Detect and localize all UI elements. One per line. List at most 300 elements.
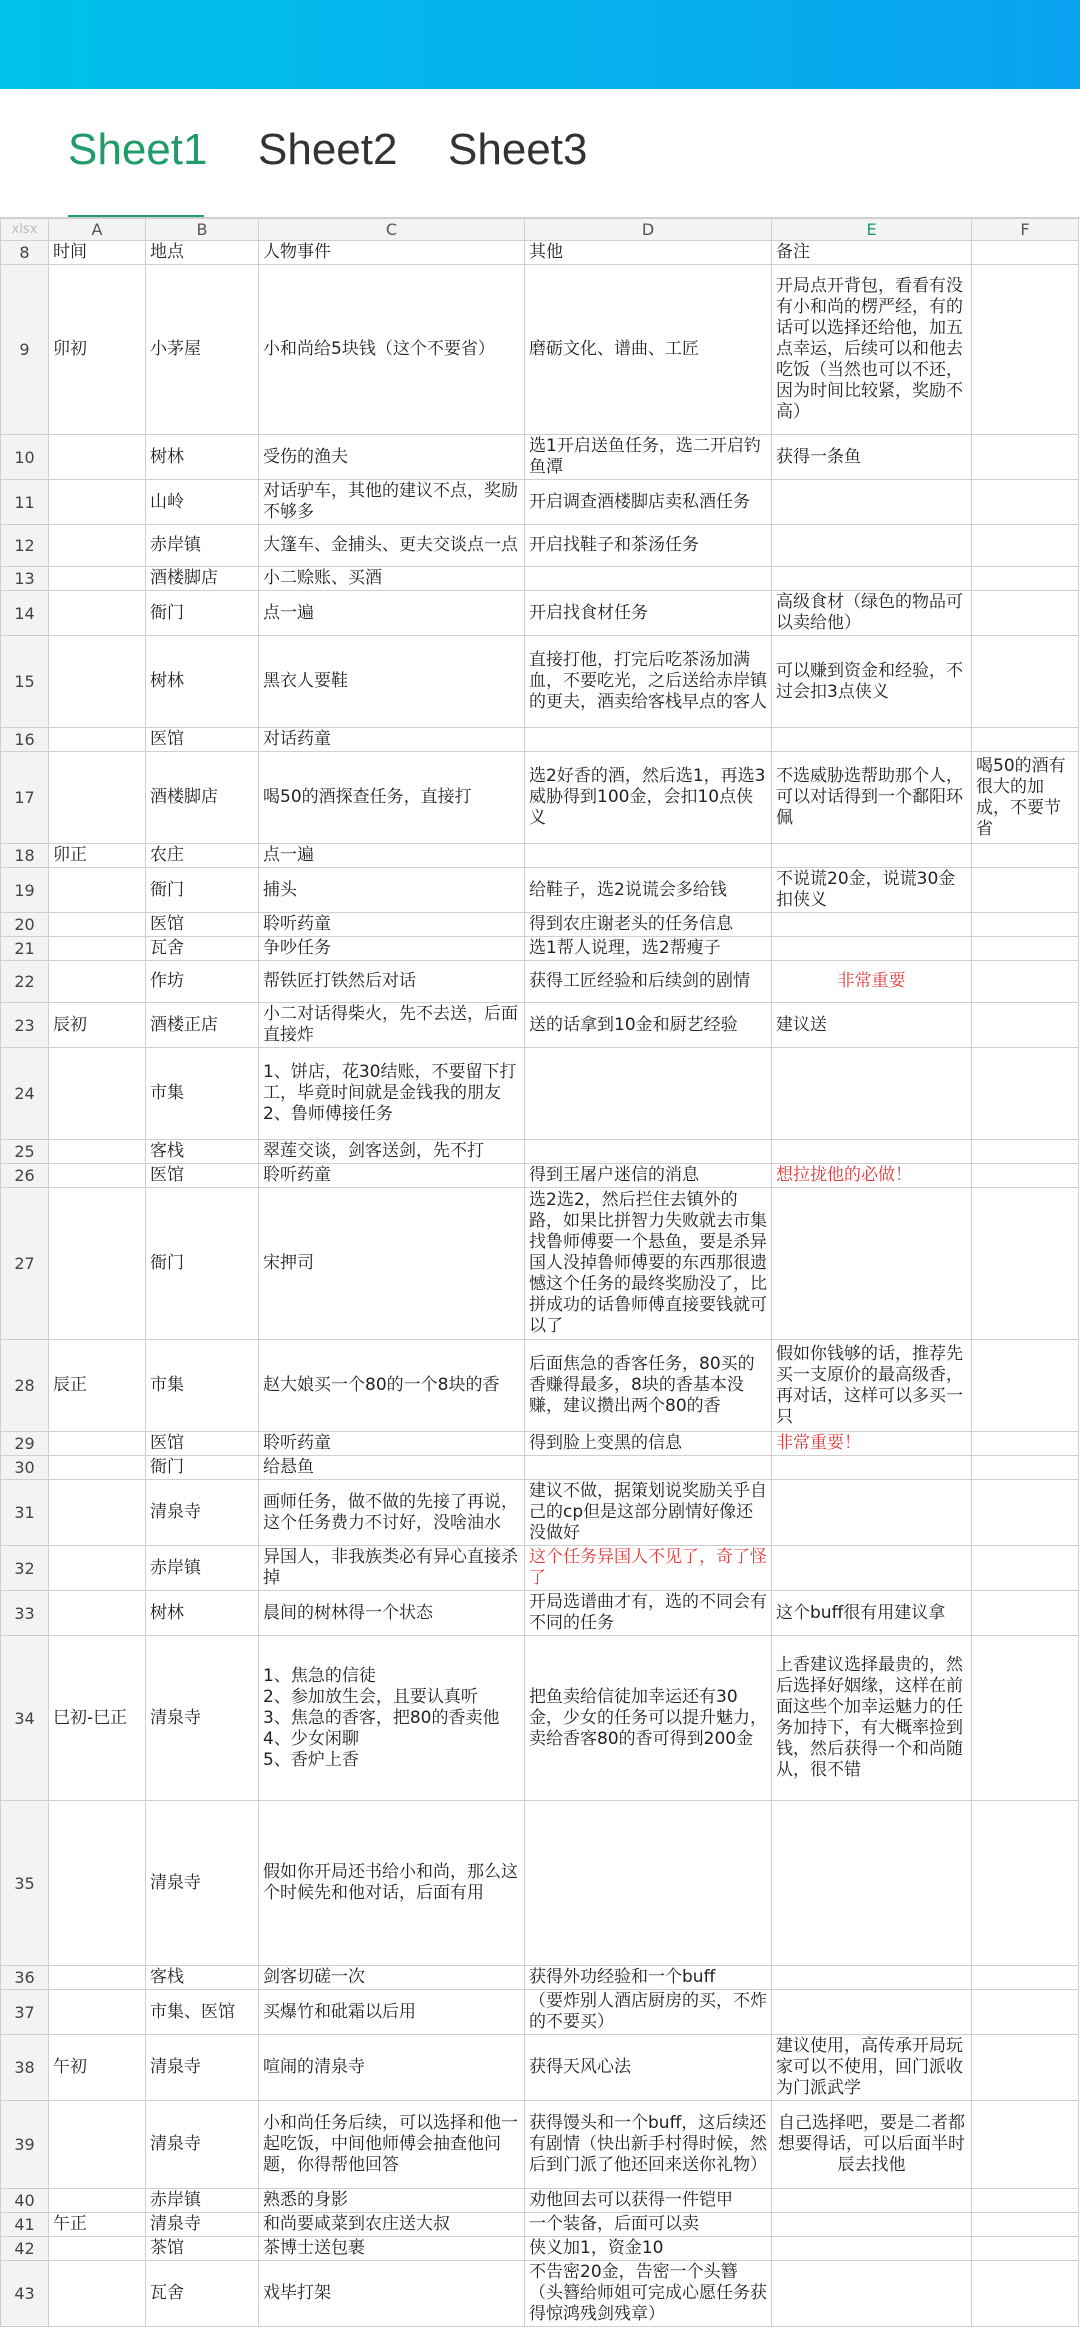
cell-c[interactable]: 小二对话得柴火，先不去送，后面直接炸 bbox=[259, 1003, 525, 1048]
cell-c[interactable]: 帮铁匠打铁然后对话 bbox=[259, 961, 525, 1003]
row-number[interactable]: 32 bbox=[1, 1546, 49, 1591]
cell-e[interactable] bbox=[772, 480, 972, 525]
cell-d[interactable] bbox=[525, 844, 772, 868]
cell-a[interactable] bbox=[49, 913, 146, 937]
cell-d[interactable]: 获得馒头和一个buff，这后续还有剧情（快出新手村得时候，然后到门派了他还回来送你礼物） bbox=[525, 2101, 772, 2189]
row-number[interactable]: 20 bbox=[1, 913, 49, 937]
cell-a[interactable] bbox=[49, 1801, 146, 1966]
cell-b[interactable]: 清泉寺 bbox=[146, 2101, 259, 2189]
cell-a[interactable] bbox=[49, 2189, 146, 2213]
cell-d[interactable]: 得到脸上变黑的信息 bbox=[525, 1432, 772, 1456]
cell-a[interactable] bbox=[49, 937, 146, 961]
cell-c[interactable]: 喝50的酒探查任务，直接打 bbox=[259, 752, 525, 844]
cell-a[interactable]: 时间 bbox=[49, 241, 146, 265]
cell-b[interactable]: 茶馆 bbox=[146, 2237, 259, 2261]
table-row bbox=[1, 1456, 1079, 1480]
cell-f[interactable] bbox=[972, 480, 1079, 525]
cell-c[interactable]: 点一遍 bbox=[259, 844, 525, 868]
table-row bbox=[1, 1636, 1079, 1801]
table-row bbox=[1, 1480, 1079, 1546]
row-number[interactable]: 12 bbox=[1, 525, 49, 567]
cell-b[interactable]: 赤岸镇 bbox=[146, 525, 259, 567]
cell-a[interactable] bbox=[49, 1480, 146, 1546]
cell-d[interactable]: 其他 bbox=[525, 241, 772, 265]
cell-e[interactable] bbox=[772, 1188, 972, 1340]
row-number[interactable]: 11 bbox=[1, 480, 49, 525]
cell-a[interactable] bbox=[49, 1591, 146, 1636]
cell-f[interactable] bbox=[972, 1591, 1079, 1636]
cell-e[interactable]: 获得一条鱼 bbox=[772, 435, 972, 480]
cell-b[interactable]: 树林 bbox=[146, 636, 259, 728]
cell-f[interactable] bbox=[972, 1340, 1079, 1432]
table-row bbox=[1, 1432, 1079, 1456]
cell-c[interactable]: 受伤的渔夫 bbox=[259, 435, 525, 480]
cell-c[interactable]: 对话驴车，其他的建议不点，奖励不够多 bbox=[259, 480, 525, 525]
cell-c[interactable]: 1、焦急的信徒 2、参加放生会，且要认真听 3、焦急的香客，把80的香卖他 4、少女闲聊 5、香炉上香 bbox=[259, 1636, 525, 1801]
sheet-tabs bbox=[0, 89, 1080, 217]
cell-d[interactable] bbox=[525, 1801, 772, 1966]
row-number[interactable]: 34 bbox=[1, 1636, 49, 1801]
row-number[interactable]: 30 bbox=[1, 1456, 49, 1480]
cell-f[interactable] bbox=[972, 2261, 1079, 2327]
row-number[interactable]: 8 bbox=[1, 241, 49, 265]
cell-a[interactable] bbox=[49, 2261, 146, 2327]
cell-c[interactable]: 对话药童 bbox=[259, 728, 525, 752]
cell-f[interactable] bbox=[972, 567, 1079, 591]
column-header-d[interactable]: D bbox=[525, 219, 772, 241]
cell-b[interactable]: 衙门 bbox=[146, 591, 259, 636]
cell-b[interactable]: 清泉寺 bbox=[146, 1801, 259, 1966]
cell-b[interactable]: 山岭 bbox=[146, 480, 259, 525]
cell-e[interactable]: 不选威胁选帮助那个人，可以对话得到一个鄱阳环佩 bbox=[772, 752, 972, 844]
cell-a[interactable]: 卯正 bbox=[49, 844, 146, 868]
cell-b[interactable]: 清泉寺 bbox=[146, 2035, 259, 2101]
cell-f[interactable] bbox=[972, 435, 1079, 480]
cell-b[interactable]: 酒楼正店 bbox=[146, 1003, 259, 1048]
table-row bbox=[1, 1048, 1079, 1140]
cell-f[interactable] bbox=[972, 868, 1079, 913]
cell-c[interactable]: 翠莲交谈，剑客送剑，先不打 bbox=[259, 1140, 525, 1164]
cell-a[interactable]: 辰正 bbox=[49, 1340, 146, 1432]
cell-b[interactable]: 医馆 bbox=[146, 913, 259, 937]
cell-e[interactable] bbox=[772, 1480, 972, 1546]
cell-b[interactable]: 瓦舍 bbox=[146, 937, 259, 961]
cell-e[interactable]: 建议使用，高传承开局玩家可以不使用，回门派收为门派武学 bbox=[772, 2035, 972, 2101]
cell-d[interactable] bbox=[525, 567, 772, 591]
row-number[interactable]: 39 bbox=[1, 2101, 49, 2189]
row-number[interactable]: 43 bbox=[1, 2261, 49, 2327]
cell-e[interactable]: 建议送 bbox=[772, 1003, 972, 1048]
table-row bbox=[1, 1801, 1079, 1966]
row-number[interactable]: 41 bbox=[1, 2213, 49, 2237]
row-number[interactable]: 40 bbox=[1, 2189, 49, 2213]
table-row bbox=[1, 937, 1079, 961]
row-number[interactable]: 17 bbox=[1, 752, 49, 844]
cell-c[interactable]: 人物事件 bbox=[259, 241, 525, 265]
table-row bbox=[1, 1164, 1079, 1188]
cell-a[interactable] bbox=[49, 567, 146, 591]
table-row bbox=[1, 636, 1079, 728]
cell-b[interactable]: 树林 bbox=[146, 435, 259, 480]
row-number[interactable]: 37 bbox=[1, 1990, 49, 2035]
cell-b[interactable]: 清泉寺 bbox=[146, 1480, 259, 1546]
cell-f[interactable] bbox=[972, 1801, 1079, 1966]
cell-c[interactable]: 小二赊账、买酒 bbox=[259, 567, 525, 591]
cell-d[interactable]: 开局选谱曲才有，选的不同会有不同的任务 bbox=[525, 1591, 772, 1636]
cell-d[interactable]: 侠义加1，资金10 bbox=[525, 2237, 772, 2261]
row-number[interactable]: 38 bbox=[1, 2035, 49, 2101]
cell-d[interactable]: 把鱼卖给信徒加幸运还有30金，少女的任务可以提升魅力，卖给香客80的香可得到200金 bbox=[525, 1636, 772, 1801]
column-header-c[interactable]: C bbox=[259, 219, 525, 241]
row-number[interactable]: 31 bbox=[1, 1480, 49, 1546]
cell-c[interactable]: 画师任务，做不做的先接了再说，这个任务费力不讨好，没啥油水 bbox=[259, 1480, 525, 1546]
table-row bbox=[1, 913, 1079, 937]
cell-f[interactable] bbox=[972, 728, 1079, 752]
cell-f[interactable] bbox=[972, 241, 1079, 265]
cell-a[interactable]: 辰初 bbox=[49, 1003, 146, 1048]
cell-b[interactable]: 瓦舍 bbox=[146, 2261, 259, 2327]
cell-d[interactable]: 磨砺文化、谱曲、工匠 bbox=[525, 265, 772, 435]
cell-e[interactable]: 高级食材（绿色的物品可以卖给他） bbox=[772, 591, 972, 636]
cell-a[interactable]: 午正 bbox=[49, 2213, 146, 2237]
cell-f[interactable] bbox=[972, 1546, 1079, 1591]
cell-d[interactable]: 选1帮人说理，选2帮瘦子 bbox=[525, 937, 772, 961]
row-number[interactable]: 15 bbox=[1, 636, 49, 728]
cell-b[interactable]: 衙门 bbox=[146, 1188, 259, 1340]
table-row bbox=[1, 1990, 1079, 2035]
row-number[interactable]: 21 bbox=[1, 937, 49, 961]
cell-e[interactable]: 非常重要 bbox=[772, 961, 972, 1003]
cell-d[interactable]: 直接打他，打完后吃茶汤加满血，不要吃光，之后送给赤岸镇的更夫，酒卖给客栈早点的客人 bbox=[525, 636, 772, 728]
cell-b[interactable]: 农庄 bbox=[146, 844, 259, 868]
cell-e[interactable] bbox=[772, 1140, 972, 1164]
cell-d[interactable]: 得到农庄谢老头的任务信息 bbox=[525, 913, 772, 937]
cell-a[interactable] bbox=[49, 728, 146, 752]
cell-f[interactable] bbox=[972, 1003, 1079, 1048]
cell-e[interactable]: 备注 bbox=[772, 241, 972, 265]
cell-f[interactable] bbox=[972, 2189, 1079, 2213]
cell-c[interactable]: 聆听药童 bbox=[259, 913, 525, 937]
cell-c[interactable]: 聆听药童 bbox=[259, 1432, 525, 1456]
cell-b[interactable]: 作坊 bbox=[146, 961, 259, 1003]
cell-e[interactable]: 自己选择吧，要是二者都想要得话，可以后面半时辰去找他 bbox=[772, 2101, 972, 2189]
cell-a[interactable] bbox=[49, 435, 146, 480]
cell-d[interactable] bbox=[525, 1140, 772, 1164]
cell-e[interactable] bbox=[772, 913, 972, 937]
row-number[interactable]: 27 bbox=[1, 1188, 49, 1340]
cell-c[interactable]: 点一遍 bbox=[259, 591, 525, 636]
cell-f[interactable] bbox=[972, 1456, 1079, 1480]
cell-e[interactable] bbox=[772, 1546, 972, 1591]
cell-e[interactable]: 假如你钱够的话，推荐先买一支原价的最高级香，再对话，这样可以多买一只 bbox=[772, 1340, 972, 1432]
table-row bbox=[1, 752, 1079, 844]
cell-e[interactable]: 这个buff很有用建议拿 bbox=[772, 1591, 972, 1636]
cell-e[interactable]: 想拉拢他的必做！ bbox=[772, 1164, 972, 1188]
cell-d[interactable] bbox=[525, 728, 772, 752]
sheet-rows bbox=[1, 241, 1079, 2327]
row-number[interactable]: 22 bbox=[1, 961, 49, 1003]
cell-b[interactable]: 市集 bbox=[146, 1048, 259, 1140]
cell-d[interactable]: 选2好香的酒，然后选1，再选3威胁得到100金，会扣10点侠义 bbox=[525, 752, 772, 844]
cell-c[interactable]: 戏毕打架 bbox=[259, 2261, 525, 2327]
row-number[interactable]: 14 bbox=[1, 591, 49, 636]
cell-b[interactable]: 医馆 bbox=[146, 1164, 259, 1188]
table-row bbox=[1, 241, 1079, 265]
table-row bbox=[1, 265, 1079, 435]
table-row bbox=[1, 961, 1079, 1003]
table-row bbox=[1, 567, 1079, 591]
table-row bbox=[1, 2035, 1079, 2101]
column-header-a[interactable]: A bbox=[49, 219, 146, 241]
cell-e[interactable] bbox=[772, 1801, 972, 1966]
cell-e[interactable] bbox=[772, 1966, 972, 1990]
cell-f[interactable] bbox=[972, 2035, 1079, 2101]
cell-a[interactable] bbox=[49, 752, 146, 844]
cell-a[interactable]: 巳初-巳正 bbox=[49, 1636, 146, 1801]
table-row bbox=[1, 2213, 1079, 2237]
cell-c[interactable]: 给悬鱼 bbox=[259, 1456, 525, 1480]
cell-e[interactable] bbox=[772, 937, 972, 961]
cell-b[interactable]: 酒楼脚店 bbox=[146, 567, 259, 591]
cell-b[interactable]: 酒楼脚店 bbox=[146, 752, 259, 844]
cell-d[interactable]: 开启找食材任务 bbox=[525, 591, 772, 636]
cell-e[interactable] bbox=[772, 2237, 972, 2261]
column-header-b[interactable]: B bbox=[146, 219, 259, 241]
cell-c[interactable]: 晨间的树林得一个状态 bbox=[259, 1591, 525, 1636]
cell-b[interactable]: 客栈 bbox=[146, 1140, 259, 1164]
cell-c[interactable]: 小和尚给5块钱（这个不要省） bbox=[259, 265, 525, 435]
cell-b[interactable]: 树林 bbox=[146, 1591, 259, 1636]
row-number[interactable]: 26 bbox=[1, 1164, 49, 1188]
cell-b[interactable]: 医馆 bbox=[146, 728, 259, 752]
table-row bbox=[1, 1546, 1079, 1591]
cell-e[interactable]: 开局点开背包，看看有没有小和尚的楞严经，有的话可以选择还给他，加五点幸运，后续可以和他去吃饭（当然也可以不还，因为时间比较紧，奖励不高） bbox=[772, 265, 972, 435]
cell-a[interactable] bbox=[49, 636, 146, 728]
table-row bbox=[1, 2189, 1079, 2213]
table-row bbox=[1, 591, 1079, 636]
cell-c[interactable]: 剑客切磋一次 bbox=[259, 1966, 525, 1990]
sheet-table bbox=[0, 218, 1079, 2327]
row-number[interactable]: 25 bbox=[1, 1140, 49, 1164]
cell-b[interactable]: 市集 bbox=[146, 1340, 259, 1432]
cell-a[interactable] bbox=[49, 1048, 146, 1140]
cell-a[interactable] bbox=[49, 591, 146, 636]
cell-e[interactable] bbox=[772, 2189, 972, 2213]
row-number[interactable]: 28 bbox=[1, 1340, 49, 1432]
cell-c[interactable]: 聆听药童 bbox=[259, 1164, 525, 1188]
cell-d[interactable]: 选2选2，然后拦住去镇外的路，如果比拼智力失败就去市集找鲁师傅要一个悬鱼，要是杀异国人没掉鲁师傅要的东西那很遗憾这个任务的最终奖励没了，比拼成功的话鲁师傅直接要钱就可以了 bbox=[525, 1188, 772, 1340]
table-row bbox=[1, 2237, 1079, 2261]
cell-e[interactable]: 非常重要！ bbox=[772, 1432, 972, 1456]
cell-c[interactable]: 熟悉的身影 bbox=[259, 2189, 525, 2213]
table-row bbox=[1, 480, 1079, 525]
cell-b[interactable]: 医馆 bbox=[146, 1432, 259, 1456]
cell-c[interactable]: 捕头 bbox=[259, 868, 525, 913]
cell-f[interactable] bbox=[972, 1480, 1079, 1546]
table-row bbox=[1, 728, 1079, 752]
cell-d[interactable]: 劝他回去可以获得一件铠甲 bbox=[525, 2189, 772, 2213]
cell-e[interactable]: 上香建议选择最贵的，然后选择好姻缘，这样在前面这些个加幸运魅力的任务加持下，有大概率捡到钱，然后获得一个和尚随从，很不错 bbox=[772, 1636, 972, 1801]
cell-b[interactable]: 客栈 bbox=[146, 1966, 259, 1990]
cell-f[interactable] bbox=[972, 913, 1079, 937]
cell-a[interactable] bbox=[49, 1140, 146, 1164]
cell-e[interactable] bbox=[772, 1456, 972, 1480]
column-header-f[interactable]: F bbox=[972, 219, 1079, 241]
cell-d[interactable]: 开启找鞋子和茶汤任务 bbox=[525, 525, 772, 567]
cell-c[interactable]: 宋押司 bbox=[259, 1188, 525, 1340]
cell-f[interactable] bbox=[972, 1990, 1079, 2035]
cell-a[interactable] bbox=[49, 868, 146, 913]
cell-d[interactable] bbox=[525, 1048, 772, 1140]
cell-d[interactable]: 获得外功经验和一个buff bbox=[525, 1966, 772, 1990]
cell-e[interactable] bbox=[772, 567, 972, 591]
cell-b[interactable]: 地点 bbox=[146, 241, 259, 265]
row-number[interactable]: 33 bbox=[1, 1591, 49, 1636]
cell-f[interactable] bbox=[972, 1432, 1079, 1456]
row-number[interactable]: 35 bbox=[1, 1801, 49, 1966]
table-row bbox=[1, 525, 1079, 567]
cell-c[interactable]: 买爆竹和砒霜以后用 bbox=[259, 1990, 525, 2035]
cell-c[interactable]: 茶博士送包裹 bbox=[259, 2237, 525, 2261]
cell-b[interactable]: 市集、医馆 bbox=[146, 1990, 259, 2035]
cell-a[interactable]: 卯初 bbox=[49, 265, 146, 435]
row-number[interactable]: 9 bbox=[1, 265, 49, 435]
row-number[interactable]: 19 bbox=[1, 868, 49, 913]
table-row bbox=[1, 1591, 1079, 1636]
cell-e[interactable]: 可以赚到资金和经验，不过会扣3点侠义 bbox=[772, 636, 972, 728]
cell-e[interactable] bbox=[772, 1048, 972, 1140]
cell-b[interactable]: 赤岸镇 bbox=[146, 1546, 259, 1591]
table-row bbox=[1, 844, 1079, 868]
cell-d[interactable]: 这个任务异国人不见了，奇了怪了 bbox=[525, 1546, 772, 1591]
spreadsheet-grid[interactable] bbox=[0, 217, 1080, 2324]
cell-b[interactable]: 衙门 bbox=[146, 1456, 259, 1480]
tab-sheet3[interactable]: Sheet3 bbox=[448, 125, 588, 174]
cell-b[interactable]: 赤岸镇 bbox=[146, 2189, 259, 2213]
cell-a[interactable] bbox=[49, 2237, 146, 2261]
cell-d[interactable]: 获得工匠经验和后续剑的剧情 bbox=[525, 961, 772, 1003]
cell-c[interactable]: 黑衣人要鞋 bbox=[259, 636, 525, 728]
cell-d[interactable]: 后面焦急的香客任务，80买的香赚得最多，8块的香基本没赚，建议攒出两个80的香 bbox=[525, 1340, 772, 1432]
row-number[interactable]: 18 bbox=[1, 844, 49, 868]
cell-e[interactable] bbox=[772, 1990, 972, 2035]
cell-d[interactable]: 得到王屠户迷信的消息 bbox=[525, 1164, 772, 1188]
cell-d[interactable]: 不告密20金，告密一个头簪（头簪给师姐可完成心愿任务获得惊鸿残剑残章） bbox=[525, 2261, 772, 2327]
cell-a[interactable] bbox=[49, 1188, 146, 1340]
cell-a[interactable] bbox=[49, 525, 146, 567]
cell-c[interactable]: 假如你开局还书给小和尚，那么这个时候先和他对话，后面有用 bbox=[259, 1801, 525, 1966]
cell-b[interactable]: 清泉寺 bbox=[146, 2213, 259, 2237]
cell-d[interactable]: 给鞋子，选2说谎会多给钱 bbox=[525, 868, 772, 913]
cell-d[interactable]: 开启调查酒楼脚店卖私酒任务 bbox=[525, 480, 772, 525]
tab-sheet2[interactable]: Sheet2 bbox=[258, 125, 398, 174]
table-row bbox=[1, 2261, 1079, 2327]
table-row bbox=[1, 868, 1079, 913]
cell-c[interactable]: 喧闹的清泉寺 bbox=[259, 2035, 525, 2101]
cell-f[interactable] bbox=[972, 1636, 1079, 1801]
cell-f[interactable] bbox=[972, 1140, 1079, 1164]
cell-b[interactable]: 清泉寺 bbox=[146, 1636, 259, 1801]
cell-f[interactable] bbox=[972, 591, 1079, 636]
cell-b[interactable]: 小茅屋 bbox=[146, 265, 259, 435]
cell-f[interactable] bbox=[972, 2101, 1079, 2189]
table-row bbox=[1, 1188, 1079, 1340]
cell-c[interactable]: 大篷车、金捕头、更夫交谈点一点 bbox=[259, 525, 525, 567]
cell-f[interactable] bbox=[972, 1164, 1079, 1188]
row-number[interactable]: 10 bbox=[1, 435, 49, 480]
cell-d[interactable]: 选1开启送鱼任务，选二开启钓鱼潭 bbox=[525, 435, 772, 480]
cell-f[interactable] bbox=[972, 2213, 1079, 2237]
cell-c[interactable]: 和尚要咸菜到农庄送大叔 bbox=[259, 2213, 525, 2237]
cell-f[interactable] bbox=[972, 844, 1079, 868]
table-row bbox=[1, 2101, 1079, 2189]
cell-a[interactable] bbox=[49, 961, 146, 1003]
cell-f[interactable] bbox=[972, 1188, 1079, 1340]
cell-e[interactable]: 不说谎20金，说谎30金扣侠义 bbox=[772, 868, 972, 913]
cell-a[interactable] bbox=[49, 1990, 146, 2035]
cell-f[interactable] bbox=[972, 1966, 1079, 1990]
table-row bbox=[1, 1966, 1079, 1990]
cell-a[interactable] bbox=[49, 1164, 146, 1188]
cell-a[interactable] bbox=[49, 1966, 146, 1990]
cell-e[interactable] bbox=[772, 2213, 972, 2237]
cell-d[interactable]: 获得天风心法 bbox=[525, 2035, 772, 2101]
cell-d[interactable]: （要炸别人酒店厨房的买，不炸的不要买） bbox=[525, 1990, 772, 2035]
cell-c[interactable]: 争吵任务 bbox=[259, 937, 525, 961]
tab-sheet1[interactable]: Sheet1 bbox=[68, 125, 208, 174]
cell-f[interactable] bbox=[972, 636, 1079, 728]
cell-c[interactable]: 异国人，非我族类必有异心直接杀掉 bbox=[259, 1546, 525, 1591]
row-number[interactable]: 24 bbox=[1, 1048, 49, 1140]
cell-e[interactable] bbox=[772, 2261, 972, 2327]
cell-e[interactable] bbox=[772, 844, 972, 868]
cell-e[interactable] bbox=[772, 728, 972, 752]
cell-f[interactable] bbox=[972, 961, 1079, 1003]
row-number[interactable]: 16 bbox=[1, 728, 49, 752]
cell-a[interactable]: 午初 bbox=[49, 2035, 146, 2101]
cell-d[interactable]: 一个装备，后面可以卖 bbox=[525, 2213, 772, 2237]
cell-d[interactable]: 建议不做，据策划说奖励关乎自己的cp但是这部分剧情好像还没做好 bbox=[525, 1480, 772, 1546]
row-number[interactable]: 13 bbox=[1, 567, 49, 591]
cell-f[interactable] bbox=[972, 937, 1079, 961]
row-number[interactable]: 36 bbox=[1, 1966, 49, 1990]
cell-b[interactable]: 衙门 bbox=[146, 868, 259, 913]
cell-a[interactable] bbox=[49, 2101, 146, 2189]
cell-d[interactable]: 送的话拿到10金和厨艺经验 bbox=[525, 1003, 772, 1048]
cell-f[interactable]: 喝50的酒有很大的加成，不要节省 bbox=[972, 752, 1079, 844]
cell-c[interactable]: 1、饼店，花30结账，不要留下打工，毕竟时间就是金钱我的朋友 2、鲁师傅接任务 bbox=[259, 1048, 525, 1140]
cell-c[interactable]: 赵大娘买一个80的一个8块的香 bbox=[259, 1340, 525, 1432]
cell-e[interactable] bbox=[772, 525, 972, 567]
cell-a[interactable] bbox=[49, 1456, 146, 1480]
cell-f[interactable] bbox=[972, 1048, 1079, 1140]
column-header-e[interactable]: E bbox=[772, 219, 972, 241]
cell-a[interactable] bbox=[49, 1546, 146, 1591]
corner-cell[interactable]: xlsx bbox=[1, 219, 49, 241]
cell-a[interactable] bbox=[49, 1432, 146, 1456]
cell-d[interactable] bbox=[525, 1456, 772, 1480]
cell-c[interactable]: 小和尚任务后续，可以选择和他一起吃饭，中间他师傅会抽查他问题，你得帮他回答 bbox=[259, 2101, 525, 2189]
cell-f[interactable] bbox=[972, 525, 1079, 567]
row-number[interactable]: 42 bbox=[1, 2237, 49, 2261]
row-number[interactable]: 29 bbox=[1, 1432, 49, 1456]
cell-f[interactable] bbox=[972, 265, 1079, 435]
table-row bbox=[1, 1003, 1079, 1048]
row-number[interactable]: 23 bbox=[1, 1003, 49, 1048]
status-bar bbox=[0, 0, 1080, 89]
cell-a[interactable] bbox=[49, 480, 146, 525]
cell-f[interactable] bbox=[972, 2237, 1079, 2261]
